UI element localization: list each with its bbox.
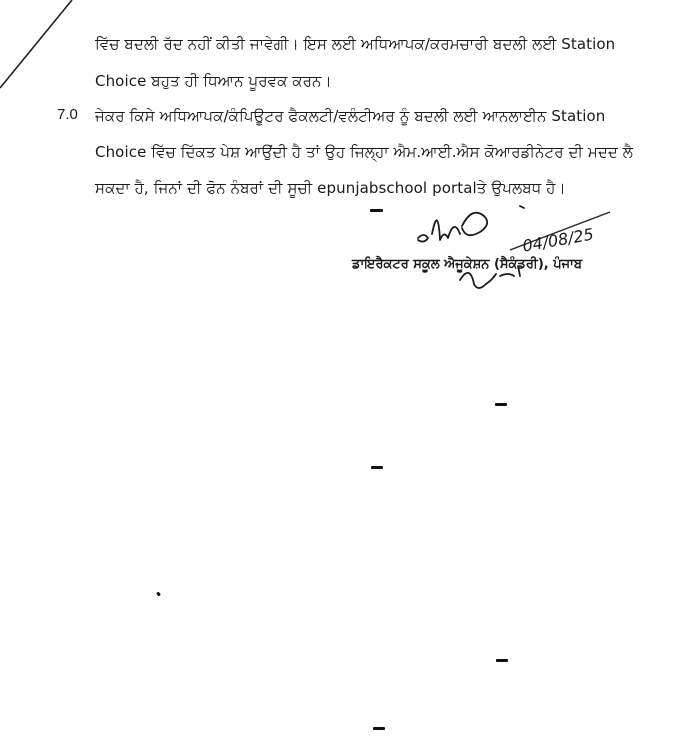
scan-dash bbox=[496, 659, 508, 662]
item-number: 7.0 bbox=[57, 106, 78, 123]
paragraph-line-2: Choice ਬਹੁਤ ਹੀ ਧਿਆਨ ਪੂਰਵਕ ਕਰਨ। bbox=[95, 72, 332, 90]
handwritten-date: 04/08/25 bbox=[521, 224, 596, 256]
item-7-line-1: ਜੇਕਰ ਕਿਸੇ ਅਧਿਆਪਕ/ਕੰਪਿਊਟਰ ਫੈਕਲਟੀ/ਵਲੰਟੀਅਰ ਨੂੰ ਬਦਲੀ ਲਈ ਆਨਲਾਈਨ Station bbox=[95, 107, 606, 125]
item-7-line-2: Choice ਵਿੱਚ ਦਿੱਕਤ ਪੇਸ਼ ਆਉਂਦੀ ਹੈ ਤਾਂ ਉਹ ਜਿਲ੍ਹਾ ਐਮ.ਆਈ.ਐਸ ਕੋਆਰਡੀਨੇਟਰ ਦੀ ਮਦਦ ਲੈ bbox=[95, 143, 634, 161]
item-7-line-3: ਸਕਦਾ ਹੈ, ਜਿਨਾਂ ਦੀ ਫੋਨ ਨੰਬਰਾਂ ਦੀ ਸੂਚੀ epunjabschool portalਤੇ ਉਪਲਬਧ ਹੈ। bbox=[95, 179, 566, 197]
signatory-title: ਡਾਇਰੈਕਟਰ ਸਕੂਲ ਐਜੂਕੇਸ਼ਨ (ਸੈਕੰਡਰੀ), ਪੰਜਾਬ bbox=[352, 257, 582, 272]
scan-dash bbox=[373, 727, 385, 730]
scan-dash bbox=[495, 403, 507, 406]
paragraph-line-1: ਵਿੱਚ ਬਦਲੀ ਰੱਦ ਨਹੀਂ ਕੀਤੀ ਜਾਵੇਗੀ। ਇਸ ਲਈ ਅਧਿਆਪਕ/ਕਰਮਚਾਰੀ ਬਦਲੀ ਲਈ Station bbox=[95, 35, 616, 53]
scan-dash bbox=[371, 466, 383, 469]
